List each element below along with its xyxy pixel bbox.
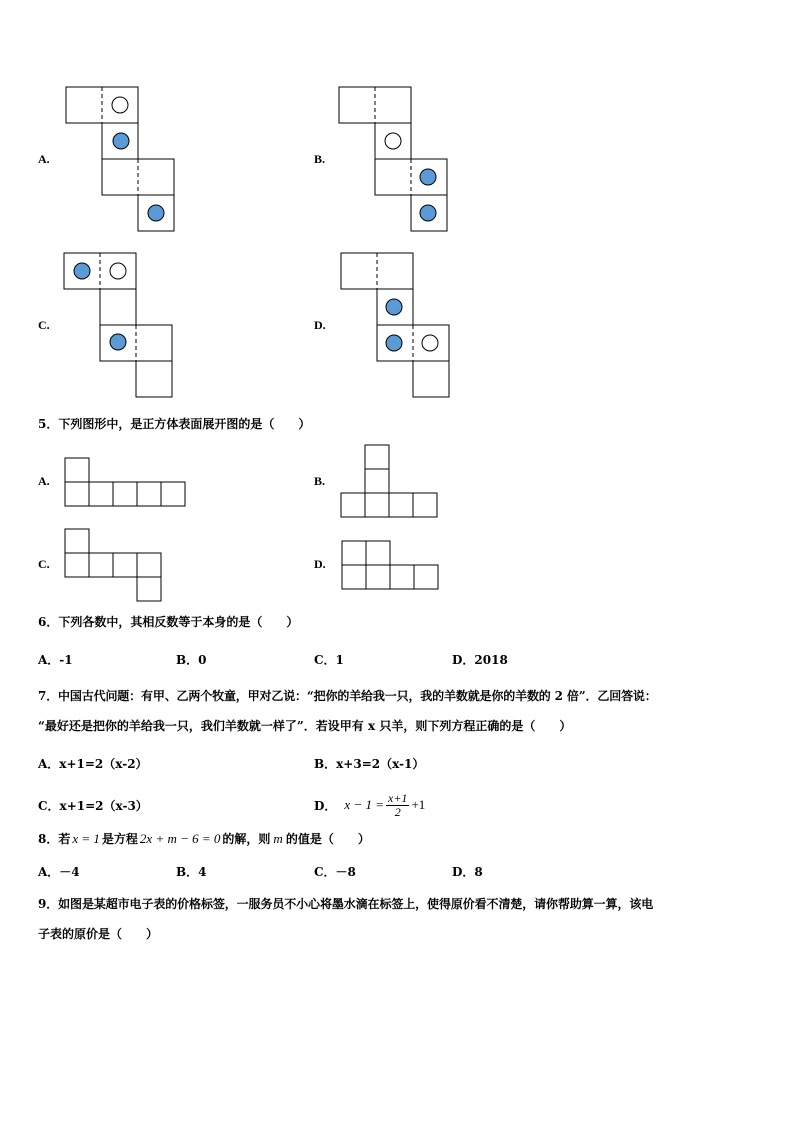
q8-option-c: C．－8 xyxy=(314,865,356,879)
q8-question xyxy=(38,831,370,847)
equation-left: x − 1 = xyxy=(344,797,384,812)
option-label: B. xyxy=(314,474,326,488)
q6-option-d: D．2018 xyxy=(452,653,508,667)
q7-option-c: C．x+1=2（x-3） xyxy=(38,799,148,813)
option-label: A. xyxy=(38,474,50,488)
fraction-numerator: x+1 xyxy=(388,790,408,805)
option-label: B. xyxy=(314,152,326,166)
q8-option-d: D．8 xyxy=(452,865,483,879)
q7-option-d xyxy=(314,785,425,825)
q8-option-b: B．4 xyxy=(176,865,207,879)
q8-suffix: 的值是（ ） xyxy=(285,832,370,846)
equation-right: +1 xyxy=(411,797,426,812)
q7-option-b: B．x+3=2（x-1） xyxy=(314,757,425,771)
q9-question-line2: 子表的原价是（ ） xyxy=(38,927,159,941)
fraction xyxy=(386,792,409,819)
option-label: C. xyxy=(38,557,50,571)
q7-option-a: A．x+1=2（x-2） xyxy=(38,757,148,771)
q8-variable: m xyxy=(273,831,283,846)
q7-question-line2: “最好还是把你的羊给我一只，我们羊数就一样了”．若设甲有 x 只羊，则下列方程正确的是（ ） xyxy=(38,719,572,733)
q9-question-line1: 9．如图是某超市电子表的价格标签，一服务员不小心将墨水滴在标签上，使得原价看不清楚，请你帮助算一算，该电 xyxy=(38,897,654,911)
option-label: D. xyxy=(314,318,326,332)
q6-question: 6．下列各数中，其相反数等于本身的是（ ） xyxy=(38,615,299,629)
q7-question-line1: 7．中国古代问题：有甲、乙两个牧童，甲对乙说：“把你的羊给我一只，我的羊数就是你的羊数的 2 倍”．乙回答说： xyxy=(38,689,657,703)
q8-mid: 是方程 xyxy=(101,832,138,846)
fraction-denominator: 2 xyxy=(394,804,401,819)
q5-question: 5．下列图形中，是正方体表面展开图的是（ ） xyxy=(38,417,311,431)
q8-option-a: A．－4 xyxy=(38,865,80,879)
q8-prefix: 8．若 xyxy=(38,832,71,846)
q6-option-a: A．-1 xyxy=(38,653,73,667)
q8-mid2: 的解，则 xyxy=(222,832,271,846)
option-label: D． xyxy=(314,798,337,813)
option-label: C. xyxy=(38,318,50,332)
q6-option-c: C．1 xyxy=(314,653,344,667)
q8-condition: x = 1 xyxy=(72,831,100,846)
option-label: A. xyxy=(38,152,50,166)
option-label: D. xyxy=(314,557,326,571)
q8-equation: 2x + m − 6 = 0 xyxy=(139,831,221,846)
q6-option-b: B．0 xyxy=(176,653,207,667)
